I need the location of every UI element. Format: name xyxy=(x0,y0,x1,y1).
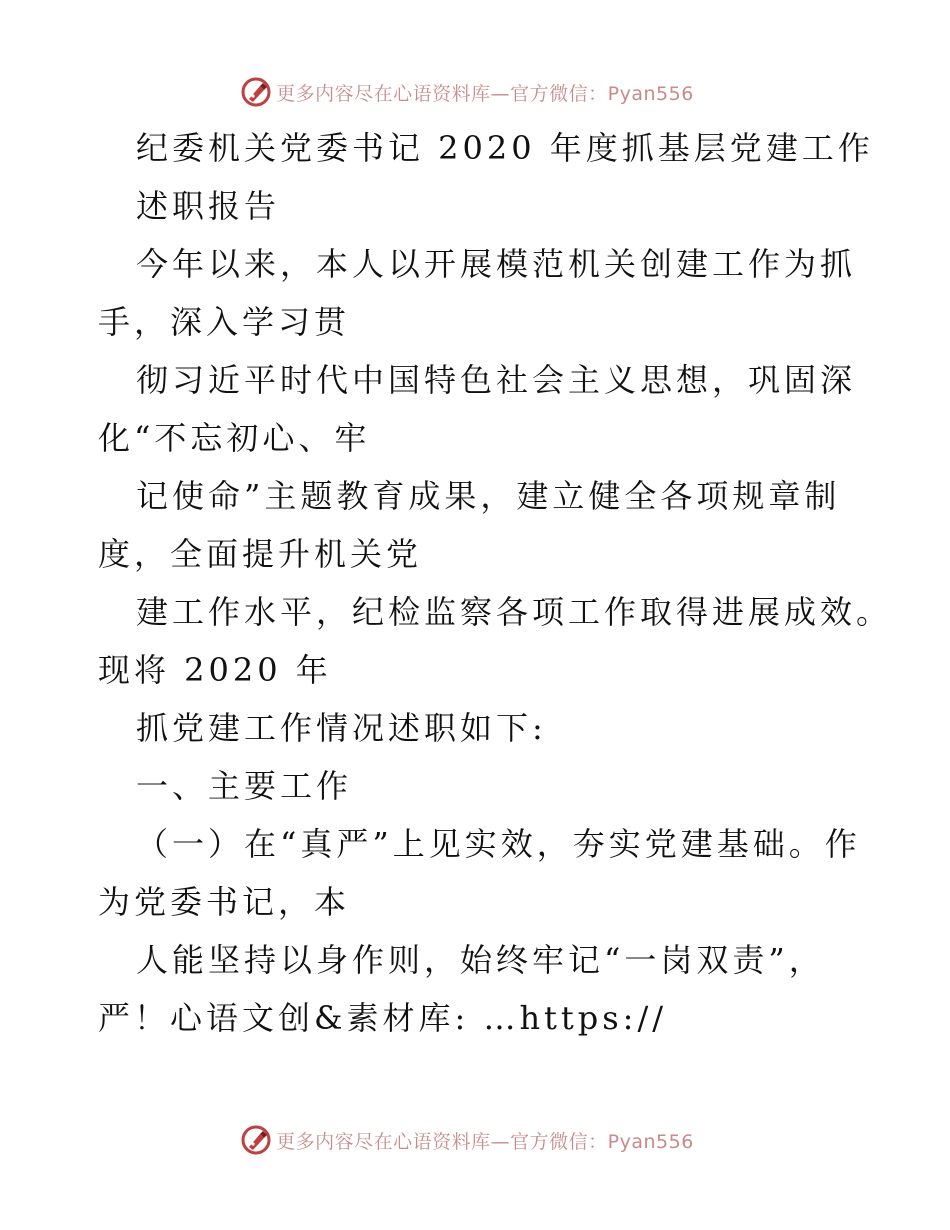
header-banner-inner xyxy=(240,76,694,108)
paragraph-line: 度，全面提升机关党 xyxy=(98,535,423,573)
section-heading: 一、主要工作 xyxy=(136,767,353,805)
document-title-line-1: 纪委机关党委书记 2020 年度抓基层党建工作 xyxy=(136,129,874,167)
header-banner-text: 更多内容尽在心语资料库—官方微信：Pyan556 xyxy=(276,82,694,105)
paragraph-line: 为党委书记，本 xyxy=(98,883,351,921)
footer-banner-inner xyxy=(240,1124,694,1156)
paragraph-line: 严！心语文创&素材库: …https:// xyxy=(98,999,668,1037)
paragraph-line: 建工作水平，纪检监察各项工作取得进展成效。 xyxy=(136,593,893,631)
footer-banner-text: 更多内容尽在心语资料库—官方微信：Pyan556 xyxy=(276,1130,694,1153)
paragraph-line: 化“不忘初心、牢 xyxy=(98,419,371,457)
paragraph-line: （一）在“真严”上见实效，夯实党建基础。作 xyxy=(136,825,861,863)
paragraph-line: 手，深入学习贯 xyxy=(98,303,351,341)
paragraph-line: 人能坚持以身作则，始终牢记“一岗双责”， xyxy=(136,941,825,979)
paragraph-line: 现将 2020 年 xyxy=(98,651,332,689)
footer-banner xyxy=(0,1120,950,1160)
paragraph-line: 记使命”主题教育成果，建立健全各项规章制 xyxy=(136,477,841,515)
paragraph-line: 今年以来，本人以开展模范机关创建工作为抓 xyxy=(136,245,857,283)
paragraph-line: 彻习近平时代中国特色社会主义思想，巩固深 xyxy=(136,361,857,399)
document-title-line-2: 述职报告 xyxy=(136,187,281,225)
pen-nib-logo-icon xyxy=(240,1124,272,1156)
pen-nib-logo-icon xyxy=(240,76,272,108)
paragraph-line: 抓党建工作情况述职如下: xyxy=(136,709,547,747)
header-banner xyxy=(0,72,950,112)
